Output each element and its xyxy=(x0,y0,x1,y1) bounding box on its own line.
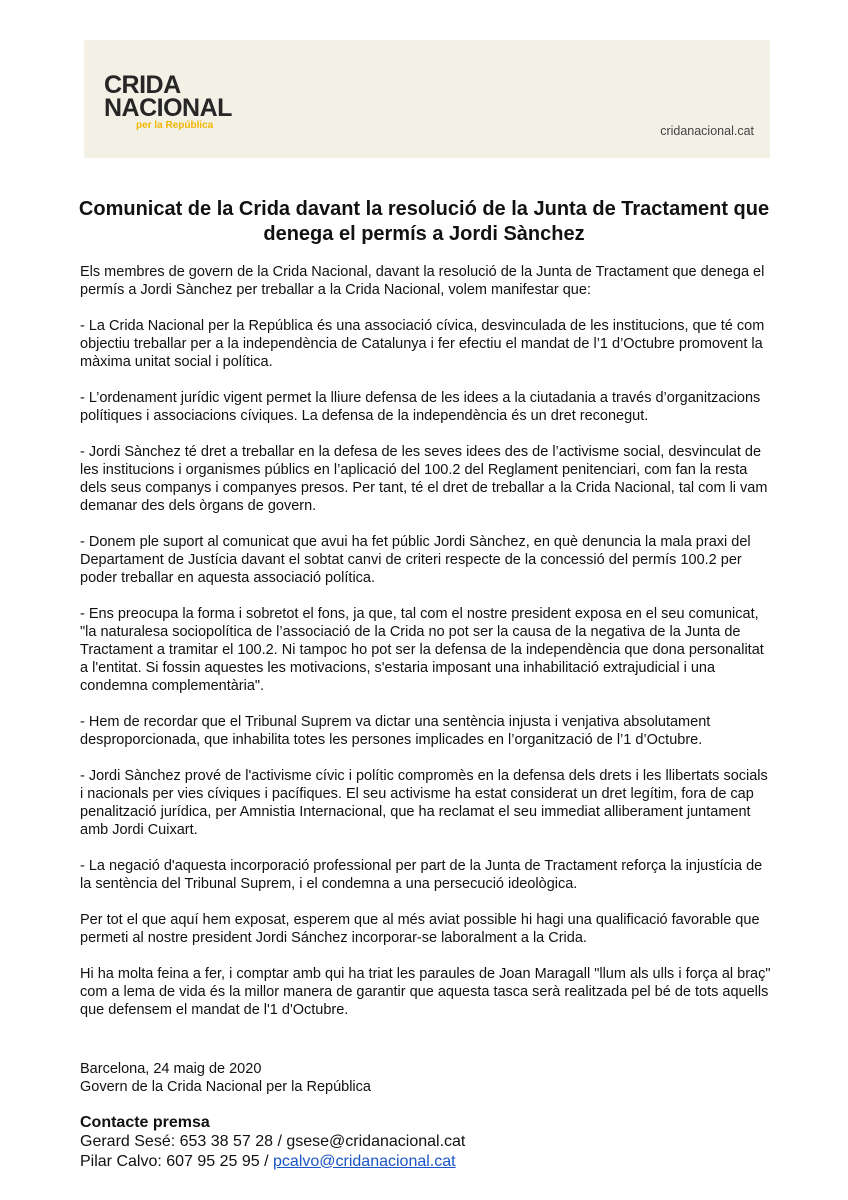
contact-line-pilar xyxy=(80,1152,465,1172)
paragraph: - La negació d'aquesta incorporació professional per part de la Junta de Tractament reforça la injustícia de la sentència del Tribunal Suprem, i el condemna a una persecució ideològica. xyxy=(80,858,763,892)
signed-by: Govern de la Crida Nacional per la República xyxy=(80,1079,371,1095)
logo-line-1: CRIDA xyxy=(104,71,181,99)
document-title: Comunicat de la Crida davant la resolució de la Junta de Tractament que denega el permís a Jordi Sànchez xyxy=(78,198,770,245)
paragraph-closing: Hi ha molta feina a fer, i comptar amb qui ha triat les paraules de Joan Maragall "llum als ulls i força al braç" com a lema de vida és la millor manera de garantir que aquesta tasca serà realitzada pel bé de tots aquells que defensem el mandat de l'1 d'Octubre. xyxy=(80,966,771,1018)
paragraph-intro: Els membres de govern de la Crida Nacional, davant la resolució de la Junta de Tractament que denega el permís a Jordi Sànchez per treballar a la Crida Nacional, volem manifestar que: xyxy=(80,264,765,298)
website-url: cridanacional.cat xyxy=(660,124,754,138)
press-contact xyxy=(80,1114,465,1171)
paragraph: - Ens preocupa la forma i sobretot el fons, ja que, tal com el nostre president exposa en el seu comunicat, "la naturalesa sociopolítica de l’associació de la Crida no pot ser la causa de la negativa de la Junta de Tractament a tramitar el 100.2. Ni tampoc ho pot ser la defensa de la independència que dona personalitat a l'entitat. Si fossin aquestes les motivacions, s'estaria imposant una inhabilitació extrajudicial i una condemna complementària". xyxy=(80,606,764,694)
header-banner xyxy=(84,40,770,158)
contact-pilar-prefix: Pilar Calvo: 607 95 25 95 / xyxy=(80,1152,274,1170)
paragraph: - Hem de recordar que el Tribunal Suprem va dictar una sentència injusta i venjativa absolutament desproporcionada, que inhabilita totes les persones implicades en l’organització de l’1 d’Octubre. xyxy=(80,714,711,748)
place-date: Barcelona, 24 maig de 2020 xyxy=(80,1061,262,1077)
signature-block xyxy=(80,1060,371,1096)
document-body xyxy=(80,263,775,1037)
contact-heading: Contacte premsa xyxy=(80,1114,210,1131)
paragraph: - Jordi Sànchez prové de l'activisme cívic i polític compromès en la defensa dels drets i les llibertats socials i nacionals per vies cíviques i pacífiques. El seu activisme ha estat considerat un dret legítim, fora de cap penalització jurídica, per Amnistia Internacional, que ha reclamat el seu immediat alliberament juntament amb Jordi Cuixart. xyxy=(80,768,768,838)
paragraph: - Jordi Sànchez té dret a treballar en la defesa de les seves idees des de l’activisme social, desvinculat de les institucions i organismes públics en l’aplicació del 100.2 del Reglament penitenciari, com fan la resta dels seus companys i companyes presos. Per tant, té el dret de treballar a la Crida Nacional, tal com li vam demanar des dels òrgans de govern. xyxy=(80,444,768,514)
email-link-pcalvo[interactable]: pcalvo@cridanacional.cat xyxy=(273,1152,456,1170)
crida-nacional-logo xyxy=(104,71,264,144)
paragraph: - La Crida Nacional per la República és una associació cívica, desvinculada de les institucions, que té com objectiu treballar per a la independència de Catalunya i fer efectiu el mandat de l’1 d’Octubre promovent la màxima unitat social i política. xyxy=(80,318,765,370)
contact-line-gerard: Gerard Sesé: 653 38 57 28 / gsese@cridanacional.cat xyxy=(80,1133,466,1150)
paragraph: Per tot el que aquí hem exposat, esperem que al més aviat possible hi hagi una qualificació favorable que permeti al nostre president Jordi Sánchez incorporar-se laboralment a la Crida. xyxy=(80,912,760,946)
paragraph: - L’ordenament jurídic vigent permet la lliure defensa de les idees a la ciutadania a través d’organitzacions polítiques i associacions cíviques. La defensa de la independència és un dret reconegut. xyxy=(80,390,761,424)
paragraph: - Donem ple suport al comunicat que avui ha fet públic Jordi Sànchez, en què denuncia la mala praxi del Departament de Justícia davant el sobtat canvi de criteri respecte de la concessió del permís 100.2 per poder treballar en aquesta associació política. xyxy=(80,534,751,586)
logo-tagline: per la República xyxy=(136,120,214,131)
logo-line-2: NACIONAL xyxy=(104,94,232,122)
